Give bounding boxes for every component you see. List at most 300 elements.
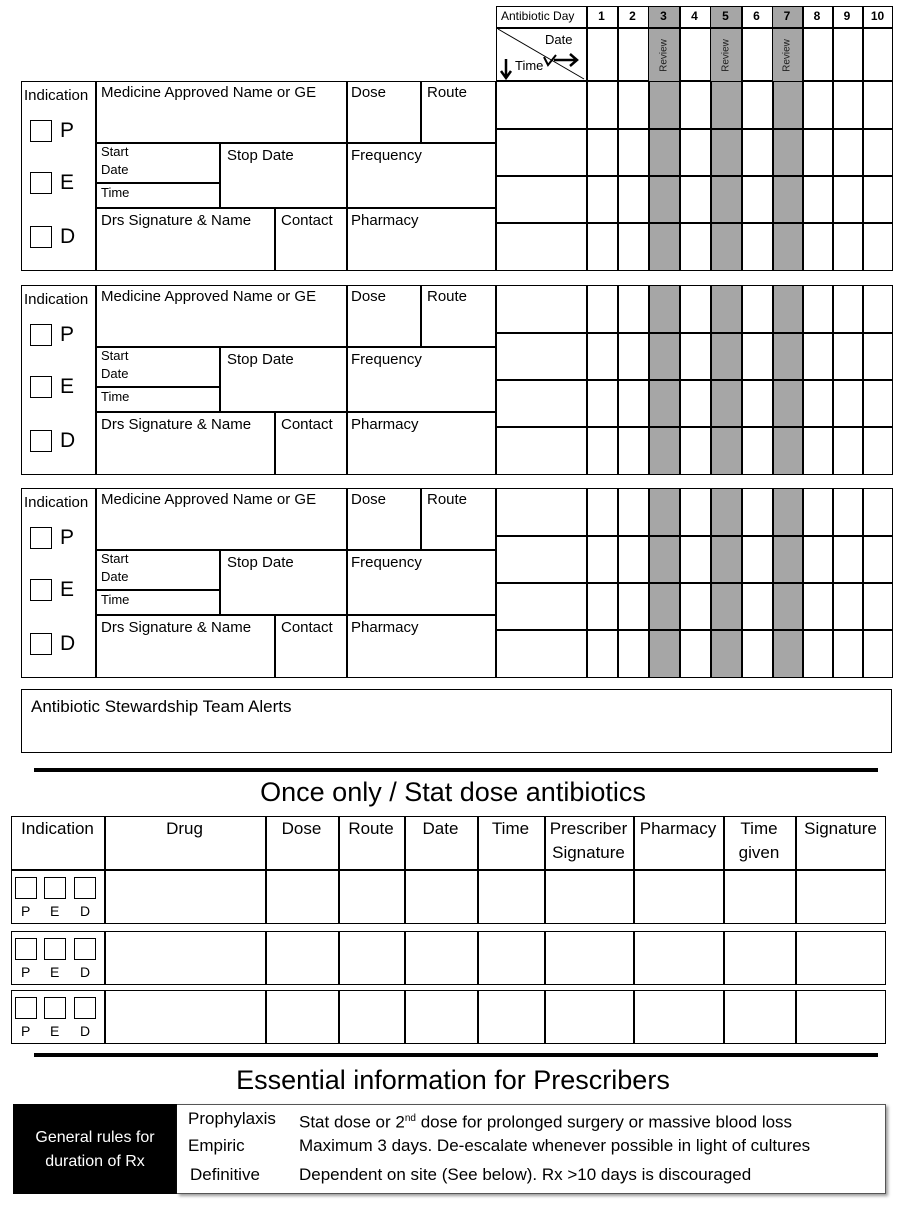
frequency-input[interactable] <box>347 161 496 207</box>
start-time-label: Time <box>101 185 130 200</box>
stat-indication-letter: D <box>80 903 91 919</box>
stat-cell-input[interactable] <box>725 933 794 983</box>
administration-cell[interactable] <box>649 630 679 676</box>
section-divider <box>34 768 878 772</box>
administration-cell[interactable] <box>587 286 617 332</box>
stat-indication-checkbox[interactable] <box>15 997 37 1019</box>
drs-signature-input[interactable] <box>96 634 274 678</box>
administration-cell[interactable] <box>711 333 741 379</box>
route-label: Route <box>427 84 468 101</box>
administration-cell[interactable] <box>742 286 772 332</box>
medicine-name-input[interactable] <box>96 98 346 142</box>
indication-label: Indication <box>24 291 89 308</box>
administration-cell[interactable] <box>803 489 832 535</box>
administration-cell[interactable] <box>833 286 862 332</box>
administration-cell[interactable] <box>833 176 862 222</box>
stat-indication-checkbox[interactable] <box>74 877 96 899</box>
administration-cell[interactable] <box>649 129 679 175</box>
general-rules-line-2: duration of Rx <box>45 1153 145 1170</box>
dose-time-cell[interactable] <box>497 630 585 676</box>
administration-cell[interactable] <box>587 380 617 426</box>
divider <box>95 207 496 209</box>
stat-indication-header-text: Indication <box>21 819 94 838</box>
administration-cell[interactable] <box>863 380 893 426</box>
administration-cell[interactable] <box>618 583 648 629</box>
stat-indication-letter: E <box>50 964 60 980</box>
general-rules-label <box>13 1126 177 1174</box>
administration-cell[interactable] <box>833 536 862 582</box>
dose-input[interactable] <box>347 302 420 346</box>
administration-cell[interactable] <box>863 333 893 379</box>
stat-pharmacy-header <box>633 817 723 841</box>
time-label: Time <box>515 58 544 73</box>
administration-cell[interactable] <box>711 427 741 473</box>
administration-cell[interactable] <box>711 630 741 676</box>
stat-cell-input[interactable] <box>406 992 476 1042</box>
administration-cell[interactable] <box>649 286 679 332</box>
stat-drug-header-text: Drug <box>166 819 203 838</box>
pharmacy-label: Pharmacy <box>351 619 419 636</box>
rule-desc-prophylaxis <box>299 1110 792 1131</box>
administration-cell[interactable] <box>680 427 710 473</box>
stat-indication-letter: E <box>50 1023 60 1039</box>
medicine-name-input[interactable] <box>96 302 346 346</box>
administration-cell[interactable] <box>863 223 893 269</box>
stat-cell-input[interactable] <box>479 933 543 983</box>
dose-time-cell[interactable] <box>497 129 585 175</box>
stat-cell-input[interactable] <box>546 872 632 922</box>
administration-cell[interactable] <box>649 583 679 629</box>
administration-cell[interactable] <box>711 223 741 269</box>
dose-input[interactable] <box>347 98 420 142</box>
day-number: 5 <box>722 9 729 23</box>
stop-date-label: Stop Date <box>227 554 294 571</box>
indication-checkbox[interactable] <box>30 527 52 549</box>
administration-cell[interactable] <box>711 286 741 332</box>
administration-cell[interactable] <box>618 489 648 535</box>
indication-checkbox[interactable] <box>30 430 52 452</box>
frequency-label: Frequency <box>351 351 422 368</box>
stat-indication-checkbox[interactable] <box>44 938 66 960</box>
administration-cell[interactable] <box>711 176 741 222</box>
stat-cell-input[interactable] <box>340 992 403 1042</box>
pharmacy-label: Pharmacy <box>351 416 419 433</box>
stat-cell-input[interactable] <box>106 872 264 922</box>
administration-cell[interactable] <box>833 333 862 379</box>
section-divider <box>34 1053 878 1057</box>
rule-desc-definitive: Dependent on site (See below). Rx >10 days is discouraged <box>299 1165 752 1184</box>
stat-indication-header <box>11 817 104 841</box>
start-date-label: Date <box>101 366 129 381</box>
stat-prescriber-header-text: Prescriber <box>549 819 628 838</box>
administration-cell[interactable] <box>803 333 832 379</box>
administration-cell[interactable] <box>803 427 832 473</box>
administration-cell[interactable] <box>680 333 710 379</box>
pharmacy-input[interactable] <box>347 431 496 475</box>
administration-cell[interactable] <box>680 223 710 269</box>
stat-route-header <box>338 817 404 841</box>
administration-cell[interactable] <box>773 333 802 379</box>
administration-cell[interactable] <box>773 630 802 676</box>
administration-cell[interactable] <box>742 129 772 175</box>
start-time-input[interactable] <box>96 200 219 207</box>
divider <box>95 589 219 591</box>
stat-cell-input[interactable] <box>797 872 885 922</box>
administration-cell[interactable] <box>742 630 772 676</box>
administration-cell[interactable] <box>680 583 710 629</box>
administration-cell[interactable] <box>863 286 893 332</box>
administration-cell[interactable] <box>803 176 832 222</box>
pharmacy-input[interactable] <box>347 634 496 678</box>
medicine-name-input[interactable] <box>96 505 346 549</box>
dose-time-cell[interactable] <box>497 583 585 629</box>
administration-cell[interactable] <box>587 489 617 535</box>
administration-cell[interactable] <box>587 82 617 128</box>
administration-cell[interactable] <box>711 489 741 535</box>
administration-cell[interactable] <box>711 536 741 582</box>
administration-cell[interactable] <box>833 630 862 676</box>
indication-checkbox[interactable] <box>30 120 52 142</box>
administration-cell[interactable] <box>618 380 648 426</box>
stat-cell-input[interactable] <box>267 933 337 983</box>
stat-indication-checkbox[interactable] <box>15 877 37 899</box>
rule-desc-prophylaxis-a: Stat dose or 2 <box>299 1112 405 1132</box>
stop-date-input[interactable] <box>220 161 346 207</box>
dose-time-cell[interactable] <box>497 223 585 269</box>
arrow-down-icon <box>501 59 511 78</box>
start-date-input[interactable] <box>96 365 219 386</box>
indication-label: Indication <box>24 494 89 511</box>
divider <box>95 411 496 413</box>
administration-cell[interactable] <box>711 583 741 629</box>
administration-cell[interactable] <box>742 427 772 473</box>
administration-cell[interactable] <box>773 129 802 175</box>
administration-cell[interactable] <box>742 583 772 629</box>
administration-cell[interactable] <box>649 380 679 426</box>
stat-cell-input[interactable] <box>635 992 722 1042</box>
indication-checkbox[interactable] <box>30 172 52 194</box>
administration-cell[interactable] <box>649 536 679 582</box>
divider <box>95 549 496 551</box>
stat-cell-input[interactable] <box>106 933 264 983</box>
administration-cell[interactable] <box>863 82 893 128</box>
route-input[interactable] <box>421 302 496 346</box>
administration-cell[interactable] <box>680 489 710 535</box>
indication-letter: E <box>60 171 75 194</box>
stat-cell-input[interactable] <box>340 933 403 983</box>
rule-term-empiric: Empiric <box>188 1136 245 1155</box>
day-number: 6 <box>753 9 760 23</box>
stat-time-given-header-text: Time <box>740 819 778 838</box>
dose-time-cell[interactable] <box>497 176 585 222</box>
administration-cell[interactable] <box>803 583 832 629</box>
stewardship-alerts-label: Antibiotic Stewardship Team Alerts <box>31 697 292 716</box>
administration-cell[interactable] <box>711 380 741 426</box>
indication-letter: P <box>60 526 75 549</box>
dose-time-cell[interactable] <box>497 489 585 535</box>
day-number: 8 <box>813 9 821 23</box>
administration-cell[interactable] <box>833 223 862 269</box>
start-label: Start <box>101 551 129 566</box>
stat-indication-checkbox[interactable] <box>44 877 66 899</box>
administration-cell[interactable] <box>649 333 679 379</box>
stat-time-header-text: Time <box>491 819 530 838</box>
administration-cell[interactable] <box>649 176 679 222</box>
frequency-input[interactable] <box>347 568 496 614</box>
pharmacy-input[interactable] <box>347 227 496 271</box>
contact-input[interactable] <box>275 634 346 678</box>
start-time-label: Time <box>101 389 130 404</box>
medicine-name-label: Medicine Approved Name or GE <box>101 84 317 101</box>
administration-cell[interactable] <box>618 427 648 473</box>
pharmacy-label: Pharmacy <box>351 212 419 229</box>
administration-cell[interactable] <box>773 583 802 629</box>
indication-letter: E <box>60 578 75 601</box>
administration-cell[interactable] <box>863 176 893 222</box>
contact-label: Contact <box>281 212 333 229</box>
administration-cell[interactable] <box>863 630 893 676</box>
review-label: Review <box>781 39 793 72</box>
administration-cell[interactable] <box>833 583 862 629</box>
frequency-label: Frequency <box>351 147 422 164</box>
administration-cell[interactable] <box>680 286 710 332</box>
administration-cell[interactable] <box>618 333 648 379</box>
administration-cell[interactable] <box>742 82 772 128</box>
administration-cell[interactable] <box>773 380 802 426</box>
administration-cell[interactable] <box>649 223 679 269</box>
administration-cell[interactable] <box>618 286 648 332</box>
indication-letter: D <box>60 632 76 655</box>
administration-cell[interactable] <box>773 427 802 473</box>
administration-cell[interactable] <box>587 333 617 379</box>
drs-signature-input[interactable] <box>96 227 274 271</box>
drs-signature-label: Drs Signature & Name <box>101 416 252 433</box>
dose-time-cell[interactable] <box>497 286 585 332</box>
date-label: Date <box>545 32 573 47</box>
stat-indication-checkbox[interactable] <box>74 997 96 1019</box>
stat-time-given-header <box>723 817 795 865</box>
administration-cell[interactable] <box>803 380 832 426</box>
administration-cell[interactable] <box>742 333 772 379</box>
day-number: 7 <box>783 9 791 23</box>
general-rules-line-1: General rules for <box>35 1129 155 1146</box>
administration-cell[interactable] <box>680 380 710 426</box>
stat-cell-input[interactable] <box>725 992 794 1042</box>
administration-cell[interactable] <box>803 536 832 582</box>
administration-cell[interactable] <box>833 489 862 535</box>
stat-time-given-header-text: given <box>738 843 780 862</box>
administration-cell[interactable] <box>863 129 893 175</box>
stat-cell-input[interactable] <box>797 992 885 1042</box>
stat-cell-input[interactable] <box>267 872 337 922</box>
administration-cell[interactable] <box>649 427 679 473</box>
drs-signature-input[interactable] <box>96 431 274 475</box>
stat-cell-input[interactable] <box>406 933 476 983</box>
route-label: Route <box>427 491 468 508</box>
stat-indication-letter: D <box>80 1023 91 1039</box>
dose-time-cell[interactable] <box>497 380 585 426</box>
stat-cell-input[interactable] <box>479 872 543 922</box>
contact-input[interactable] <box>275 431 346 475</box>
stat-cell-input[interactable] <box>267 992 337 1042</box>
administration-cell[interactable] <box>618 129 648 175</box>
stat-indication-checkbox[interactable] <box>44 997 66 1019</box>
start-date-input[interactable] <box>96 568 219 589</box>
route-input[interactable] <box>421 505 496 549</box>
start-time-label: Time <box>101 592 130 607</box>
rule-desc-empiric: Maximum 3 days. De-escalate whenever possible in light of cultures <box>299 1136 811 1155</box>
arrow-right-icon <box>554 54 577 66</box>
administration-cell[interactable] <box>587 630 617 676</box>
administration-cell[interactable] <box>587 536 617 582</box>
stat-cell-input[interactable] <box>797 933 885 983</box>
administration-cell[interactable] <box>680 176 710 222</box>
administration-cell[interactable] <box>618 176 648 222</box>
administration-cell[interactable] <box>773 176 802 222</box>
administration-cell[interactable] <box>803 223 832 269</box>
administration-cell[interactable] <box>803 129 832 175</box>
administration-cell[interactable] <box>618 536 648 582</box>
administration-cell[interactable] <box>711 82 741 128</box>
administration-cell[interactable] <box>587 223 617 269</box>
stop-date-label: Stop Date <box>227 147 294 164</box>
medicine-name-label: Medicine Approved Name or GE <box>101 288 317 305</box>
administration-cell[interactable] <box>618 82 648 128</box>
stat-date-header-text: Date <box>422 819 459 838</box>
administration-cell[interactable] <box>680 630 710 676</box>
administration-cell[interactable] <box>587 129 617 175</box>
divider <box>95 386 219 388</box>
stat-signature-header-text: Signature <box>804 819 877 838</box>
stop-date-input[interactable] <box>220 568 346 614</box>
indication-label: Indication <box>24 87 89 104</box>
administration-cell[interactable] <box>863 583 893 629</box>
start-time-input[interactable] <box>96 607 219 614</box>
administration-cell[interactable] <box>742 176 772 222</box>
stat-indication-letter: P <box>21 903 31 919</box>
administration-cell[interactable] <box>649 489 679 535</box>
indication-checkbox[interactable] <box>30 324 52 346</box>
dose-time-cell[interactable] <box>497 82 585 128</box>
drs-signature-label: Drs Signature & Name <box>101 619 252 636</box>
stat-prescriber-header-text: Signature <box>552 843 625 862</box>
administration-cell[interactable] <box>742 536 772 582</box>
administration-cell[interactable] <box>773 286 802 332</box>
administration-cell[interactable] <box>833 129 862 175</box>
stat-cell-input[interactable] <box>546 933 632 983</box>
stat-indication-letter: P <box>21 964 31 980</box>
administration-cell[interactable] <box>618 223 648 269</box>
administration-cell[interactable] <box>863 489 893 535</box>
stat-cell-input[interactable] <box>635 872 722 922</box>
drs-signature-label: Drs Signature & Name <box>101 212 252 229</box>
stat-cell-input[interactable] <box>406 872 476 922</box>
indication-checkbox[interactable] <box>30 633 52 655</box>
stat-section-title: Once only / Stat dose antibiotics <box>260 777 646 807</box>
stat-route-header-text: Route <box>348 819 394 838</box>
stat-cell-input[interactable] <box>479 992 543 1042</box>
indication-checkbox[interactable] <box>30 376 52 398</box>
stat-indication-letter: D <box>80 964 91 980</box>
rule-term-prophylaxis: Prophylaxis <box>188 1109 276 1128</box>
review-label: Review <box>720 39 731 72</box>
stat-cell-input[interactable] <box>635 933 722 983</box>
rule-term-definitive: Definitive <box>190 1165 260 1184</box>
administration-cell[interactable] <box>833 427 862 473</box>
stat-date-header <box>404 817 477 841</box>
start-date-label: Date <box>101 162 129 177</box>
administration-cell[interactable] <box>773 82 802 128</box>
administration-cell[interactable] <box>587 176 617 222</box>
stat-indication-checkbox[interactable] <box>74 938 96 960</box>
contact-input[interactable] <box>275 227 346 271</box>
dose-time-cell[interactable] <box>497 427 585 473</box>
administration-cell[interactable] <box>833 380 862 426</box>
indication-checkbox[interactable] <box>30 579 52 601</box>
stat-cell-input[interactable] <box>725 872 794 922</box>
stat-cell-input[interactable] <box>546 992 632 1042</box>
dose-time-cell[interactable] <box>497 333 585 379</box>
administration-cell[interactable] <box>833 82 862 128</box>
frequency-input[interactable] <box>347 365 496 411</box>
administration-cell[interactable] <box>680 536 710 582</box>
divider <box>95 614 496 616</box>
info-section-title: Essential information for Prescribers <box>236 1065 670 1095</box>
stop-date-label: Stop Date <box>227 351 294 368</box>
stat-indication-checkbox[interactable] <box>15 938 37 960</box>
administration-cell[interactable] <box>587 583 617 629</box>
administration-cell[interactable] <box>680 82 710 128</box>
administration-cell[interactable] <box>773 223 802 269</box>
day-number: 10 <box>870 9 885 23</box>
indication-checkbox[interactable] <box>30 226 52 248</box>
dose-input[interactable] <box>347 505 420 549</box>
administration-cell[interactable] <box>587 427 617 473</box>
administration-cell[interactable] <box>773 489 802 535</box>
administration-cell[interactable] <box>711 129 741 175</box>
administration-cell[interactable] <box>803 82 832 128</box>
administration-cell[interactable] <box>618 630 648 676</box>
start-time-input[interactable] <box>96 404 219 411</box>
start-date-input[interactable] <box>96 161 219 182</box>
dose-label: Dose <box>351 491 387 508</box>
divider <box>95 346 496 348</box>
administration-cell[interactable] <box>649 82 679 128</box>
stat-cell-input[interactable] <box>106 992 264 1042</box>
day-number: 9 <box>843 9 851 23</box>
indication-letter: E <box>60 375 75 398</box>
dose-time-cell[interactable] <box>497 536 585 582</box>
divider <box>95 182 219 184</box>
administration-cell[interactable] <box>773 536 802 582</box>
administration-cell[interactable] <box>742 380 772 426</box>
stat-signature-header <box>795 817 886 841</box>
administration-cell[interactable] <box>742 489 772 535</box>
route-input[interactable] <box>421 98 496 142</box>
administration-cell[interactable] <box>742 223 772 269</box>
day-number: 1 <box>598 9 605 23</box>
administration-cell[interactable] <box>803 630 832 676</box>
indication-letter: D <box>60 225 76 248</box>
stat-cell-input[interactable] <box>340 872 403 922</box>
day-number: 3 <box>660 9 667 23</box>
stop-date-input[interactable] <box>220 365 346 411</box>
stat-indication-letter: P <box>21 1023 31 1039</box>
administration-cell[interactable] <box>863 536 893 582</box>
administration-cell[interactable] <box>680 129 710 175</box>
administration-cell[interactable] <box>863 427 893 473</box>
administration-cell[interactable] <box>803 286 832 332</box>
